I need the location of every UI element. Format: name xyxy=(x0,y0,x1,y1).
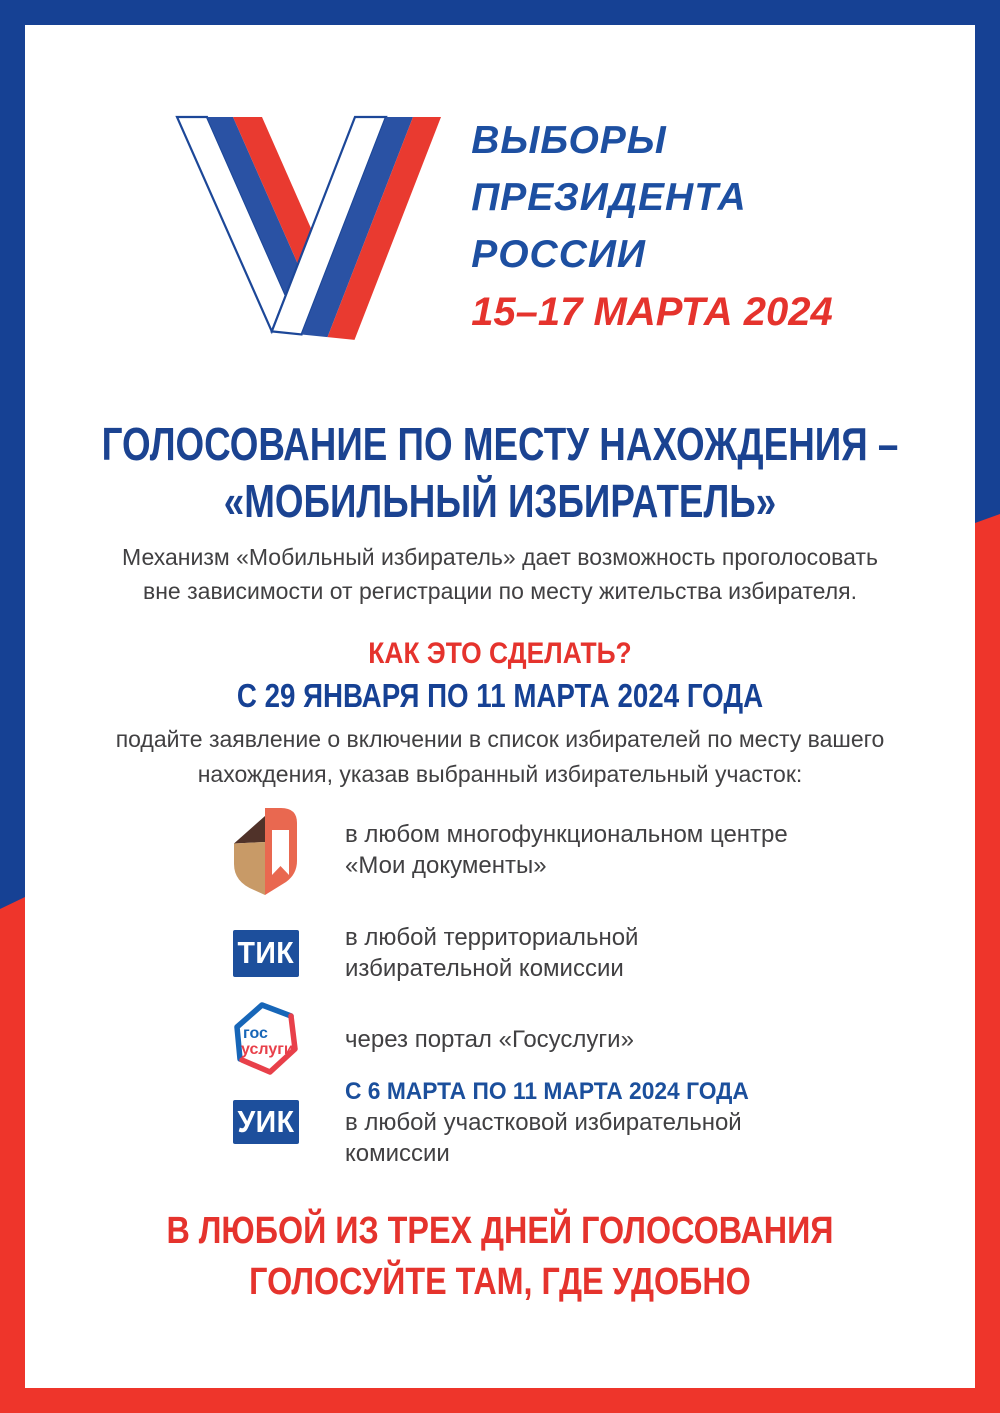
frame-left-red xyxy=(0,897,25,1413)
option-mfc-text xyxy=(345,819,788,881)
option-tik-line2: избирательной комиссии xyxy=(345,955,624,982)
footer-slogan xyxy=(0,1206,1000,1308)
logo-title-line: ВЫБОРЫ xyxy=(471,119,667,162)
how-to-desc-line1: подайте заявление о включении в список избирателей по месту вашего xyxy=(115,726,885,752)
page-title xyxy=(0,416,1000,530)
election-logo-block xyxy=(0,110,1000,343)
option-mfc-line2: «Мои документы» xyxy=(345,852,547,879)
option-uik-line1: в любой участковой избирательной комиссии xyxy=(345,1108,742,1167)
option-gosuslugi-text xyxy=(345,1024,634,1055)
option-gosuslugi xyxy=(232,1000,852,1078)
logo-title-line: РОССИИ xyxy=(471,233,646,276)
gosuslugi-logo-icon xyxy=(232,1001,300,1077)
intro-line1: Механизм «Мобильный избиратель» дает возможность проголосовать xyxy=(122,544,878,570)
logo-title-line: ПРЕЗИДЕНТА xyxy=(471,176,747,219)
gosuslugi-label-top: гос xyxy=(243,1025,268,1042)
application-period: С 29 ЯНВАРЯ ПО 11 МАРТА 2024 ГОДА xyxy=(236,677,764,714)
logo-wordmark xyxy=(471,110,833,333)
gosuslugi-label-bottom: услуги xyxy=(241,1041,294,1058)
tik-badge-icon xyxy=(233,930,299,977)
option-tik-line1: в любой территориальной xyxy=(345,924,639,951)
how-to-description xyxy=(0,722,1000,792)
frame-top-blue xyxy=(0,0,1000,25)
page-title-line2: «МОБИЛЬНЫЙ ИЗБИРАТЕЛЬ» xyxy=(223,475,777,527)
intro-paragraph xyxy=(0,540,1000,608)
logo-election-dates: 15–17 МАРТА 2024 xyxy=(471,290,833,334)
intro-line2: вне зависимости от регистрации по месту жительства избирателя. xyxy=(143,578,857,604)
option-mfc-line1: в любом многофункциональном центре xyxy=(345,821,788,848)
footer-slogan-line2: ГОЛОСУЙТЕ ТАМ, ГДЕ УДОБНО xyxy=(249,1261,751,1303)
how-to-desc-line2: нахождения, указав выбранный избирательный участок: xyxy=(197,761,803,787)
option-uik xyxy=(232,1077,852,1167)
v-checkmark-tricolor-icon xyxy=(167,110,447,343)
frame-bottom-red xyxy=(0,1388,1000,1413)
option-tik-text xyxy=(345,922,638,984)
option-uik-period: С 6 МАРТА ПО 11 МАРТА 2024 ГОДА xyxy=(345,1077,749,1105)
option-gosuslugi-line1: через портал «Госуслуги» xyxy=(345,1025,634,1053)
option-mfc xyxy=(232,802,852,898)
page-title-line1: ГОЛОСОВАНИЕ ПО МЕСТУ НАХОЖДЕНИЯ – xyxy=(101,418,899,470)
option-tik xyxy=(232,924,852,982)
tik-badge-label: ТИК xyxy=(237,935,295,970)
my-documents-logo-icon xyxy=(234,806,298,895)
how-to-title: КАК ЭТО СДЕЛАТЬ? xyxy=(368,637,632,670)
footer-slogan-line1: В ЛЮБОЙ ИЗ ТРЕХ ДНЕЙ ГОЛОСОВАНИЯ xyxy=(166,1210,834,1252)
option-uik-text xyxy=(345,1076,852,1169)
uik-badge-label: УИК xyxy=(237,1104,295,1139)
uik-badge-icon xyxy=(233,1100,299,1144)
